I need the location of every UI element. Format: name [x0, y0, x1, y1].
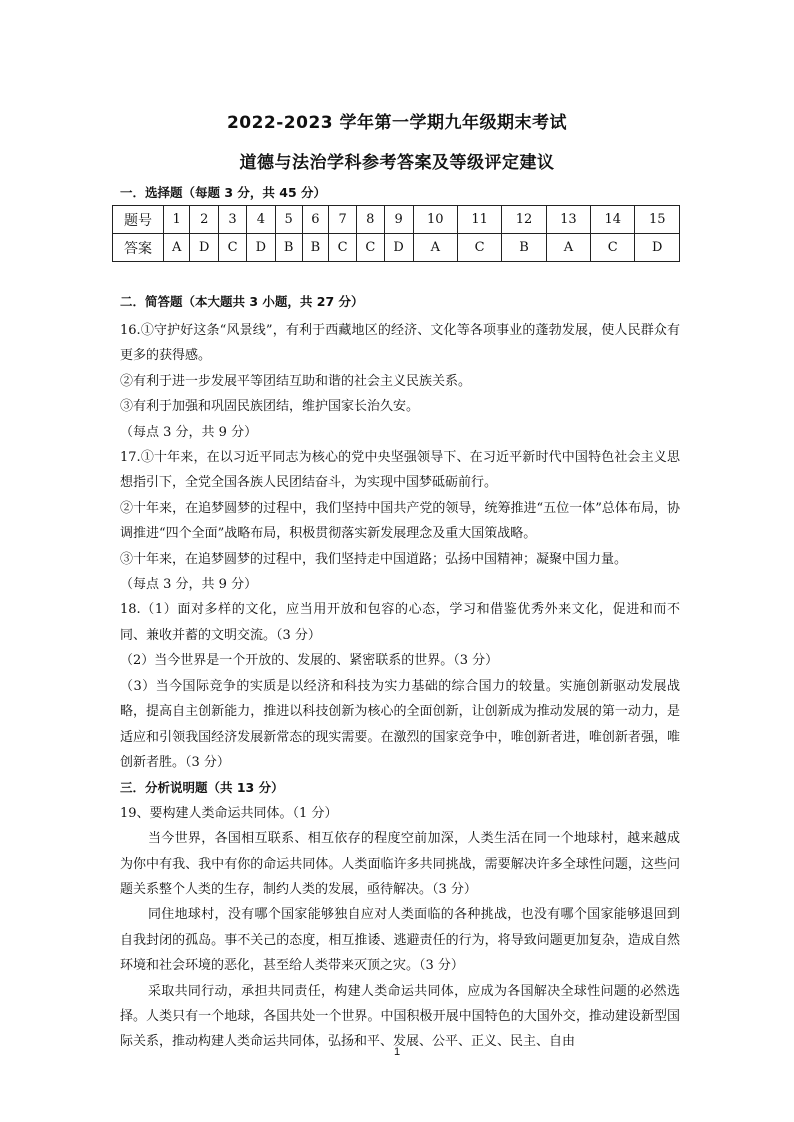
answer-cell: A: [164, 234, 190, 262]
table-row-answers: [113, 234, 680, 262]
question-label-cell: 题号: [113, 206, 164, 234]
table-row-questions: [113, 206, 680, 234]
answer-label-cell: 答案: [113, 234, 164, 262]
question-number-cell: 1: [164, 206, 190, 234]
question-19-line: 19、要构建人类命运共同体。（1 分）: [120, 805, 338, 821]
question-number-cell: 7: [329, 206, 357, 234]
answer-cell: A: [413, 234, 457, 262]
question-number-cell: 8: [356, 206, 384, 234]
question-number-cell: 15: [635, 206, 680, 234]
section3-heading: 三．分析说明题（共 13 分）: [120, 780, 284, 796]
answer-line: （每点 3 分，共 9 分）: [120, 424, 258, 440]
question-number-cell: 4: [246, 206, 275, 234]
question-number-cell: 2: [190, 206, 219, 234]
question-number-cell: 11: [457, 206, 501, 234]
answer-cell: C: [457, 234, 501, 262]
answer-line: （2）当今世界是一个开放的、发展的、紧密联系的世界。（3 分）: [120, 653, 499, 669]
answer-cell: C: [219, 234, 247, 262]
answer-line: ③有利于加强和巩固民族团结，维护国家长治久安。: [120, 399, 420, 415]
answer-line: （3）当今国际竞争的实质是以经济和科技为实力基础的综合国力的较量。实施创新驱动发展战略，提高自主创新能力，推进以科技创新为核心的全面创新，让创新成为推动发展的第一动力，是适应和引领我国经济发展新常态的现实需要。在激烈的国家竞争中，唯创新者进，唯创新者强，唯创新者胜。（3 分）: [120, 678, 680, 770]
answer-cell: B: [302, 234, 329, 262]
answer-line: ③十年来，在追梦圆梦的过程中，我们坚持走中国道路；弘扬中国精神；凝聚中国力量。: [120, 551, 628, 567]
answer-cell: D: [635, 234, 680, 262]
answer-line: ②十年来，在追梦圆梦的过程中，我们坚持中国共产党的领导，统筹推进“五位一体”总体布局，协调推进“四个全面”战略布局，积极贯彻落实新发展理念及重大国策战略。: [120, 500, 680, 542]
answer-line: （每点 3 分，共 9 分）: [120, 577, 258, 593]
question-number-cell: 10: [413, 206, 457, 234]
question-number-cell: 3: [219, 206, 247, 234]
answer-table: [112, 205, 680, 262]
question-number-cell: 6: [302, 206, 329, 234]
section2-heading: 二．简答题（本大题共 3 小题，共 27 分）: [120, 294, 364, 309]
question-number-cell: 12: [502, 206, 546, 234]
question-number-cell: 5: [275, 206, 302, 234]
analysis-paragraph: 采取共同行动，承担共同责任，构建人类命运共同体，应成为各国解决全球性问题的必然选择。人类只有一个地球，各国共处一个世界。中国积极开展中国特色的大国外交，推动建设新型国际关系，推动构建人类命运共同体，弘扬和平、发展、公平、正义、民主、自由: [120, 983, 680, 1050]
answer-line: ②有利于进一步发展平等团结互助和谐的社会主义民族关系。: [120, 373, 472, 389]
answer-cell: B: [275, 234, 302, 262]
section1-heading: 一．选择题（每题 3 分，共 45 分）: [120, 185, 327, 200]
question-number-cell: 9: [384, 206, 413, 234]
answer-cell: C: [329, 234, 357, 262]
analysis-paragraph: 当今世界，各国相互联系、相互依存的程度空前加深，人类生活在同一个地球村，越来越成为你中有我、我中有你的命运共同体。人类面临许多共同挑战，需要解决许多全球性问题，这些问题关系整个人类的生存，制约人类的发展，亟待解决。（3 分）: [120, 831, 680, 897]
answer-line: 18.（1）面对多样的文化，应当用开放和包容的心态，学习和借鉴优秀外来文化，促进和而不同、兼收并蓄的文明交流。（3 分）: [120, 602, 680, 643]
answer-cell: D: [246, 234, 275, 262]
answer-cell: D: [190, 234, 219, 262]
answer-body: [120, 318, 680, 1055]
answer-cell: D: [384, 234, 413, 262]
page-subtitle: 道德与法治学科参考答案及等级评定建议: [239, 153, 555, 173]
analysis-paragraph: 同住地球村，没有哪个国家能够独自应对人类面临的各种挑战，也没有哪个国家能够退回到自我封闭的孤岛。事不关己的态度，相互推诿、逃避责任的行为，将导致问题更加复杂，造成自然环境和社会环境的恶化，甚至给人类带来灭顶之灾。（3 分）: [120, 907, 680, 974]
question-number-cell: 14: [591, 206, 635, 234]
answer-line: 16.①守护好这条“风景线”，有利于西藏地区的经济、文化等各项事业的蓬勃发展，使人民群众有更多的获得感。: [120, 323, 680, 364]
question-number-cell: 13: [546, 206, 590, 234]
answer-cell: C: [356, 234, 384, 262]
page-title: 2022-2023 学年第一学期九年级期末考试: [226, 113, 568, 133]
answer-cell: B: [502, 234, 546, 262]
page-number: 1: [393, 1046, 401, 1058]
answer-cell: A: [546, 234, 590, 262]
answer-line: 17.①十年来，在以习近平同志为核心的党中央坚强领导下、在习近平新时代中国特色社会主义思想指引下，全党全国各族人民团结奋斗，为实现中国梦砥砺前行。: [120, 450, 680, 491]
answer-cell: C: [591, 234, 635, 262]
